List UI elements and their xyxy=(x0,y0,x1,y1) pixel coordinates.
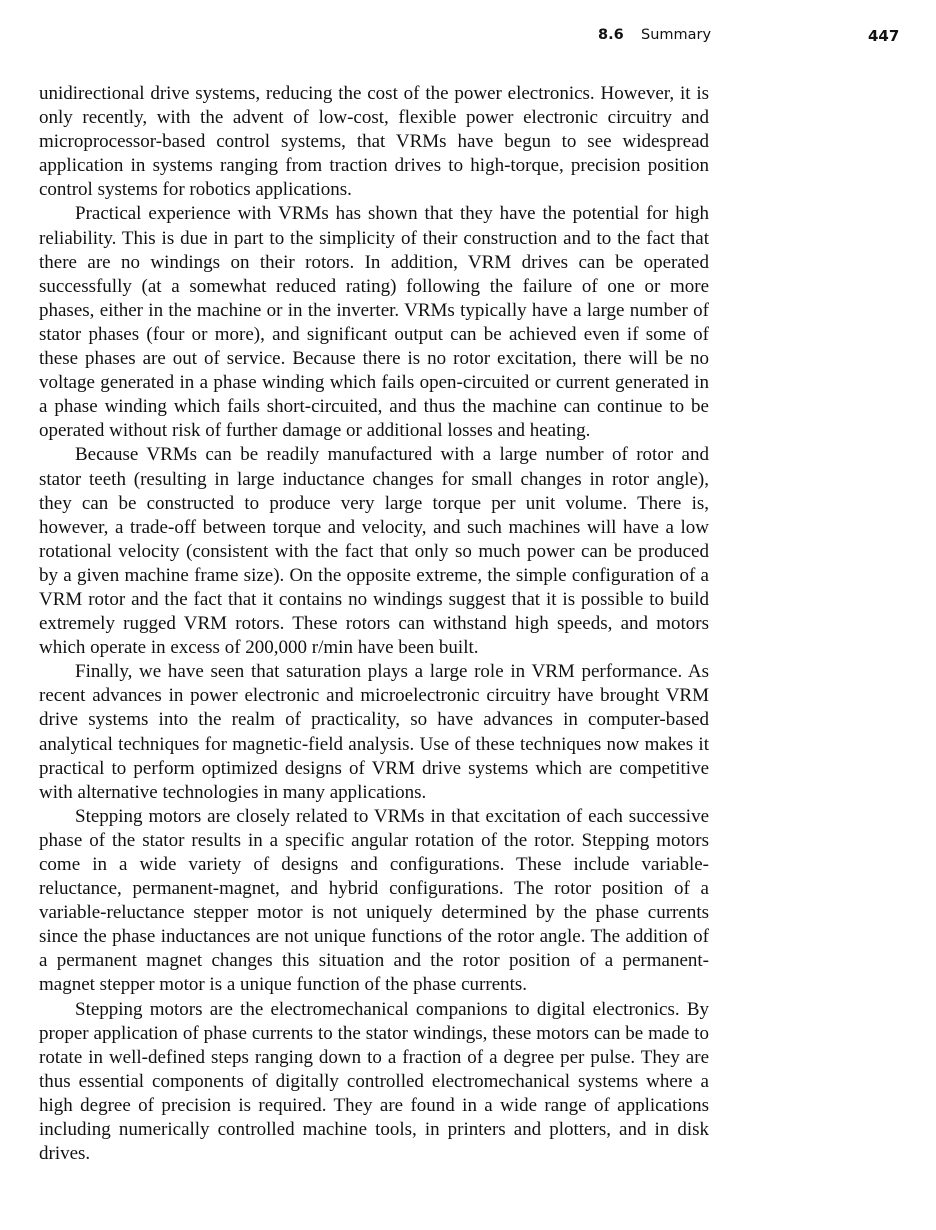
paragraph-stepping-motors: Stepping motors are closely related to VRMs in that excitation of each successive phase of the stator results in a specific angular rotation of the rotor. Stepping motors come in a wide variety of designs and configurations. These include variable-reluctance, permanent-magnet, and hybrid configurations. The rotor position of a variable-reluctance stepper motor is not uniquely determined by the phase currents since the phase inductances are not unique functions of the rotor angle. The addition of a permanent magnet changes this situation and the rotor position of a permanent-magnet stepper motor is a unique function of the phase currents. xyxy=(39,805,709,996)
section-title: Summary xyxy=(641,27,712,43)
running-header xyxy=(0,25,936,49)
section-number: 8.6 xyxy=(598,27,624,43)
paragraph-saturation: Finally, we have seen that saturation plays a large role in VRM performance. As recent advances in power electronic and microelectronic circuitry have brought VRM drive systems into the realm of practicality, so have advances in computer-based analytical techniques for magnetic-field analysis. Use of these techniques now makes it practical to perform optimized designs of VRM drive systems which are competitive with alternative technologies in many applications. xyxy=(39,661,709,803)
paragraph-torque: Because VRMs can be readily manufactured with a large number of rotor and stator teeth (resulting in large inductance changes for small changes in rotor angle), they can be constructed to produce very large torque per unit volume. There is, however, a trade-off between torque and velocity, and such machines will have a low rotational velocity (consistent with the fact that only so much power can be produced by a given machine frame size). On the opposite extreme, the simple configuration of a VRM rotor and the fact that it contains no windings suggest that it is possible to build extremely rugged VRM rotors. These rotors can withstand high speeds, and motors which operate in excess of 200,000 r/min have been built. xyxy=(39,444,709,659)
paragraph-digital-electronics: Stepping motors are the electromechanical companions to digital electronics. By proper application of phase currents to the stator windings, these motors can be made to rotate in well-defined steps ranging down to a fraction of a degree per pulse. They are thus essential components of digitally controlled electromechanical systems where a high degree of precision is required. They are found in a wide range of applications including numerically controlled machine tools, in printers and plotters, and in disk drives. xyxy=(39,998,709,1165)
paragraph-reliability: Practical experience with VRMs has shown that they have the potential for high reliability. This is due in part to the simplicity of their construction and to the fact that there are no windings on their rotors. In addition, VRM drives can be operated successfully (at a somewhat reduced rating) following the failure of one or more phases, either in the machine or in the inverter. VRMs typically have a large number of stator phases (four or more), and significant output can be achieved even if some of these phases are out of service. Because there is no rotor excitation, there will be no voltage generated in a phase winding which fails open-circuited or current generated in a phase winding which fails short-circuited, and thus the machine can continue to be operated without risk of further damage or additional losses and heating. xyxy=(39,203,709,442)
page-number: 447 xyxy=(868,27,900,45)
body-text xyxy=(39,82,709,1166)
paragraph-continuation: unidirectional drive systems, reducing the cost of the power electronics. However, it is only recently, with the advent of low-cost, flexible power electronic circuitry and microprocessor-based control systems, that VRMs have begun to see widespread application in systems ranging from traction drives to high-torque, precision position control systems for robotics applications. xyxy=(39,83,709,201)
